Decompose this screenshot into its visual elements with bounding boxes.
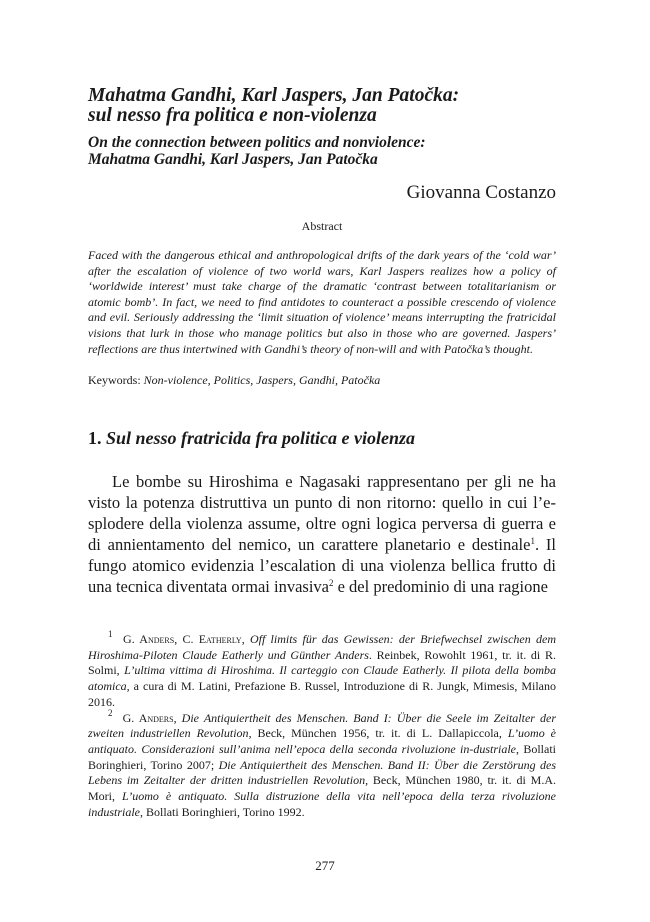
- section-title: Sul nesso fratricida fra politica e violenza: [106, 428, 416, 449]
- subtitle-line-1: On the connection between politics and nonviolence:: [88, 134, 426, 151]
- footnote-2-text: , Beck, München 1956, tr. it. di L. Dallapiccola,: [248, 726, 508, 741]
- footnote-2-title: Die Antiquiertheit des Menschen. Band II: Über die Zerstörung des Lebens im Zeitalter der dritten industriellen Revolution: [88, 757, 557, 788]
- footnote-1-author: G. Anders, C. Eatherly: [123, 632, 242, 646]
- section-number: 1.: [88, 428, 102, 449]
- footnote-2-text: , Bollati Boringhieri, Torino 1992.: [140, 804, 305, 819]
- footnote-2-title: L’uomo è antiquato. Considerazioni sull’anima nell’epoca della seconda rivoluzione in-dustriale: [88, 726, 556, 756]
- section-heading: [88, 428, 556, 449]
- footnote-1: [88, 629, 557, 711]
- footnote-1-text: a cura di M. Latini, Prefazione B. Russel, Introduzione di R. Jungk, Mimesis, Milano 2016.: [88, 679, 556, 709]
- footnote-2: [88, 707, 557, 821]
- footnotes: [88, 629, 557, 820]
- abstract-text: Faced with the dangerous ethical and anthropological drifts of the dark years of the ‘cold war’ after the escalation of violence of two world wars, Karl Jaspers realizes how a policy of ‘worldwide interest’ must take charge of the dramatic ‘contrast between totalitarianism or atomic bomb’. In fact, we need to find antidotes to counteract a possible crescendo of violence and evil. Seriously addressing the ‘limit situation of violence’ means interrupting the fratricidal visions that lurk in those who manage politics but also in those who are governed. Jaspers’ reflections are thus intertwined with Gandhi’s theory of non-will and with Patočka’s thought.: [88, 248, 556, 356]
- footnote-2-text: , Beck, München 1980, tr. it. di M.A. Mori,: [88, 773, 557, 804]
- article-page: [88, 86, 556, 597]
- footnote-1-number: 1: [108, 629, 113, 639]
- footnote-2-title: Die Antiquiertheit des Menschen. Band I: Über die Seele im Zeitalter der zweiten industriellen Revolution: [88, 710, 557, 741]
- title-line-1: Mahatma Gandhi, Karl Jaspers, Jan Patočka:: [88, 85, 460, 106]
- article-title: [88, 86, 556, 126]
- article-subtitle: [88, 134, 556, 168]
- footnote-2-text: , Bollati Boringhieri, Torino 2007;: [88, 741, 556, 772]
- footnote-ref-1[interactable]: 1: [530, 536, 535, 547]
- footnote-1-title: L’ultima vittima di Hiroshima. Il carteggio con Claude Eatherly. Il pilota della bomba atomica,: [88, 663, 556, 694]
- body-text-1: Le bombe su Hiroshima e Nagasaki rappresentano per gli ne ha visto la potenza distruttiva un punto di non ritorno: quello in cui l’e-splodere della violenza assume, oltre ogni logica perversa di guerra e di annientamento del nemico, un carattere planetario e destinale: [88, 472, 556, 555]
- subtitle-line-2: Mahatma Gandhi, Karl Jaspers, Jan Patočka: [88, 151, 378, 168]
- body-text-2: . Il fungo atomico evidenzia l’escalation di una violenza bellica frutto di una tecnica diventata ormai invasiva: [88, 535, 556, 597]
- body-text-3: e del predominio di una ragione: [333, 577, 548, 597]
- author-name: Giovanna Costanzo: [406, 182, 556, 203]
- abstract-heading: Abstract: [301, 219, 343, 233]
- body-paragraph: [88, 471, 556, 597]
- footnote-2-title: L’uomo è antiquato. Sulla distruzione della vita nell’epoca della terza rivoluzione industriale: [88, 789, 557, 819]
- keywords-list: Non-violence, Politics, Jaspers, Gandhi, Patočka: [143, 373, 381, 388]
- footnote-1-text: . Reinbek, Rowohlt 1961, tr. it. di R. Solmi,: [88, 647, 556, 678]
- footnote-ref-2[interactable]: 2: [328, 578, 334, 589]
- footnote-2-author: G. Anders: [122, 710, 174, 725]
- footnote-1-text: ,: [241, 632, 250, 646]
- footnote-2-text: ,: [173, 710, 182, 725]
- keywords-line: [88, 373, 556, 388]
- keywords-label: Keywords:: [88, 373, 141, 388]
- footnote-2-number: 2: [108, 707, 113, 718]
- footnote-1-title: Off limits für das Gewissen: der Briefwechsel zwischen dem Hiroshima-Piloten Claude Eatherly und Günther Anders: [88, 632, 557, 662]
- title-line-2: sul nesso fra politica e non-violenza: [88, 105, 377, 126]
- page-number: 277: [315, 858, 335, 873]
